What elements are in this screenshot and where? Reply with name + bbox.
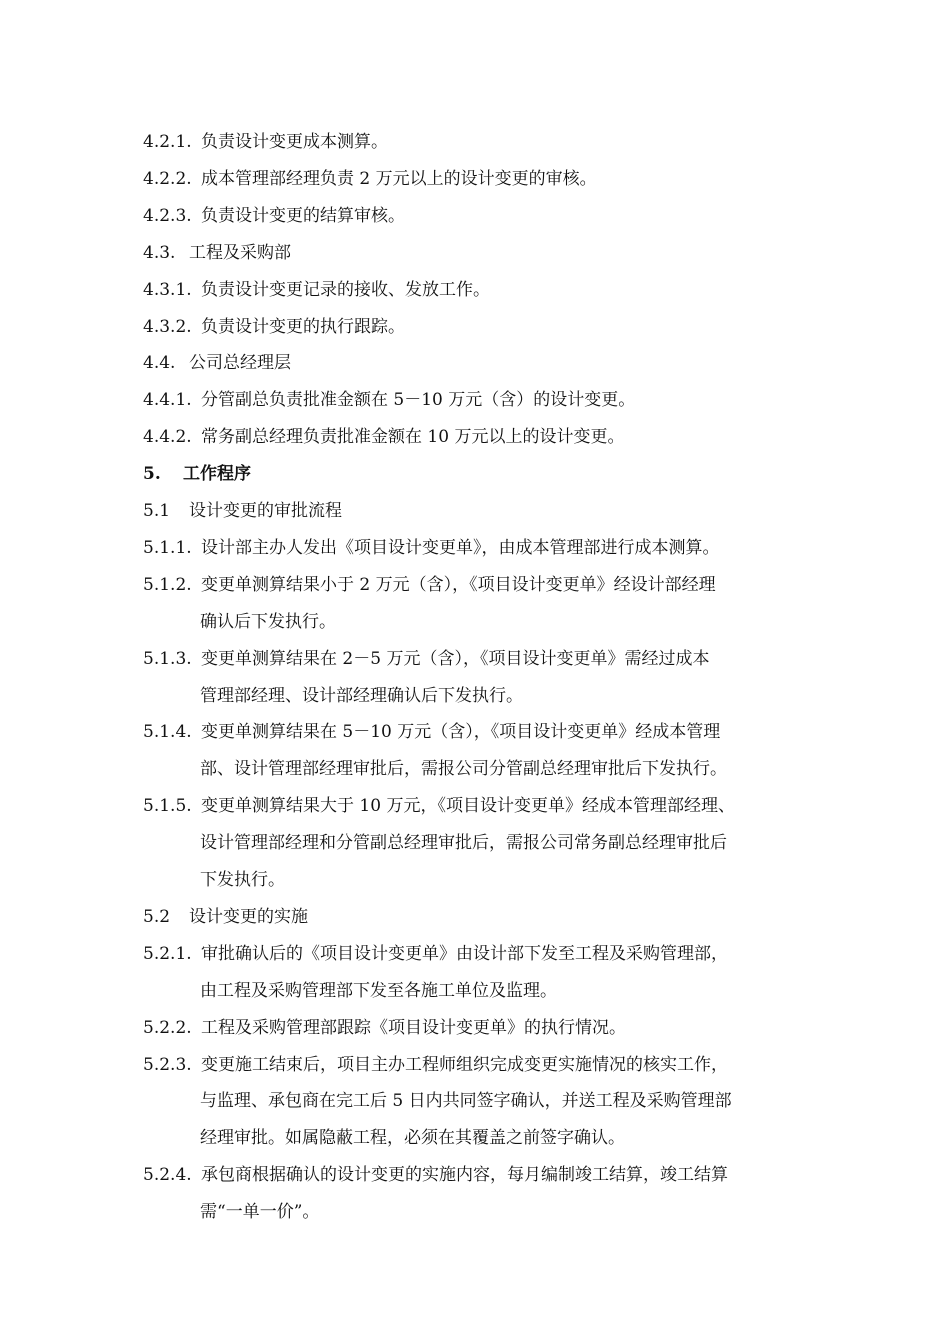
subsection-heading xyxy=(143,903,843,931)
list-item xyxy=(143,386,843,414)
item-number: 5.1.4. xyxy=(143,722,192,742)
item-number: 4.2.2. xyxy=(143,169,192,189)
item-text: 变更单测算结果小于 2 万元（含），《项目设计变更单》经设计部经理 xyxy=(201,575,716,595)
item-text: 承包商根据确认的设计变更的实施内容，每月编制竣工结算，竣工结算 xyxy=(201,1165,728,1185)
item-number: 4.3. xyxy=(143,243,176,263)
item-number: 4.4.1. xyxy=(143,390,192,410)
item-number: 5.2 xyxy=(143,907,171,927)
list-item xyxy=(143,423,843,451)
item-text: 审批确认后的《项目设计变更单》由设计部下发至工程及采购管理部， xyxy=(201,944,728,964)
item-text: 工程及采购管理部跟踪《项目设计变更单》的执行情况。 xyxy=(201,1018,626,1038)
paragraph-continuation: 需“一单一价”。 xyxy=(200,1202,320,1222)
subsection-heading xyxy=(143,349,843,377)
list-item xyxy=(143,571,843,599)
paragraph-continuation: 管理部经理、设计部经理确认后下发执行。 xyxy=(200,686,523,706)
item-text: 成本管理部经理负责 2 万元以上的设计变更的审核。 xyxy=(201,169,597,189)
paragraph-continuation: 由工程及采购管理部下发至各施工单位及监理。 xyxy=(200,981,557,1001)
paragraph-continuation: 下发执行。 xyxy=(200,870,285,890)
section-heading xyxy=(143,460,843,488)
item-number: 4.2.3. xyxy=(143,206,192,226)
list-item xyxy=(143,645,843,673)
item-number: 5.1 xyxy=(143,501,171,521)
item-text: 变更单测算结果在 5－10 万元（含），《项目设计变更单》经成本管理 xyxy=(201,722,721,742)
item-number: 5. xyxy=(143,464,161,484)
item-number: 4.4. xyxy=(143,353,176,373)
item-text: 工作程序 xyxy=(183,464,251,484)
item-text: 变更施工结束后，项目主办工程师组织完成变更实施情况的核实工作， xyxy=(201,1055,728,1075)
item-text: 变更单测算结果在 2－5 万元（含），《项目设计变更单》需经过成本 xyxy=(201,649,710,669)
subsection-heading xyxy=(143,497,843,525)
item-number: 5.1.5. xyxy=(143,796,192,816)
item-number: 4.2.1. xyxy=(143,132,192,152)
subsection-heading xyxy=(143,239,843,267)
item-text: 负责设计变更记录的接收、发放工作。 xyxy=(201,280,490,300)
list-item xyxy=(143,534,843,562)
list-item xyxy=(143,165,843,193)
item-text: 常务副总经理负责批准金额在 10 万元以上的设计变更。 xyxy=(201,427,625,447)
item-number: 5.2.1. xyxy=(143,944,192,964)
item-text: 设计变更的实施 xyxy=(189,907,308,927)
item-text: 分管副总负责批准金额在 5－10 万元（含）的设计变更。 xyxy=(201,390,636,410)
list-item xyxy=(143,1161,843,1189)
list-item xyxy=(143,718,843,746)
item-text: 设计部主办人发出《项目设计变更单》，由成本管理部进行成本测算。 xyxy=(201,538,720,558)
item-number: 4.4.2. xyxy=(143,427,192,447)
list-item xyxy=(143,128,843,156)
paragraph-continuation: 部、设计管理部经理审批后，需报公司分管副总经理审批后下发执行。 xyxy=(200,759,727,779)
list-item xyxy=(143,313,843,341)
item-text: 负责设计变更的结算审核。 xyxy=(201,206,405,226)
item-text: 变更单测算结果大于 10 万元，《项目设计变更单》经成本管理部经理、 xyxy=(201,796,735,816)
item-number: 5.2.4. xyxy=(143,1165,192,1185)
paragraph-continuation: 与监理、承包商在完工后 5 日内共同签字确认，并送工程及采购管理部 xyxy=(200,1091,732,1111)
item-number: 4.3.1. xyxy=(143,280,192,300)
list-item xyxy=(143,1051,843,1079)
paragraph-continuation: 经理审批。如属隐蔽工程，必须在其覆盖之前签字确认。 xyxy=(200,1128,625,1148)
item-text: 设计变更的审批流程 xyxy=(189,501,342,521)
list-item xyxy=(143,940,843,968)
paragraph-continuation: 确认后下发执行。 xyxy=(200,612,336,632)
item-text: 负责设计变更成本测算。 xyxy=(201,132,388,152)
item-text: 工程及采购部 xyxy=(189,243,291,263)
item-number: 5.2.2. xyxy=(143,1018,192,1038)
item-text: 负责设计变更的执行跟踪。 xyxy=(201,317,405,337)
item-number: 4.3.2. xyxy=(143,317,192,337)
paragraph-continuation: 设计管理部经理和分管副总经理审批后，需报公司常务副总经理审批后 xyxy=(200,833,727,853)
list-item xyxy=(143,1014,843,1042)
item-number: 5.1.1. xyxy=(143,538,192,558)
item-number: 5.1.2. xyxy=(143,575,192,595)
list-item xyxy=(143,792,843,820)
item-number: 5.2.3. xyxy=(143,1055,192,1075)
list-item xyxy=(143,276,843,304)
item-number: 5.1.3. xyxy=(143,649,192,669)
list-item xyxy=(143,202,843,230)
item-text: 公司总经理层 xyxy=(189,353,291,373)
